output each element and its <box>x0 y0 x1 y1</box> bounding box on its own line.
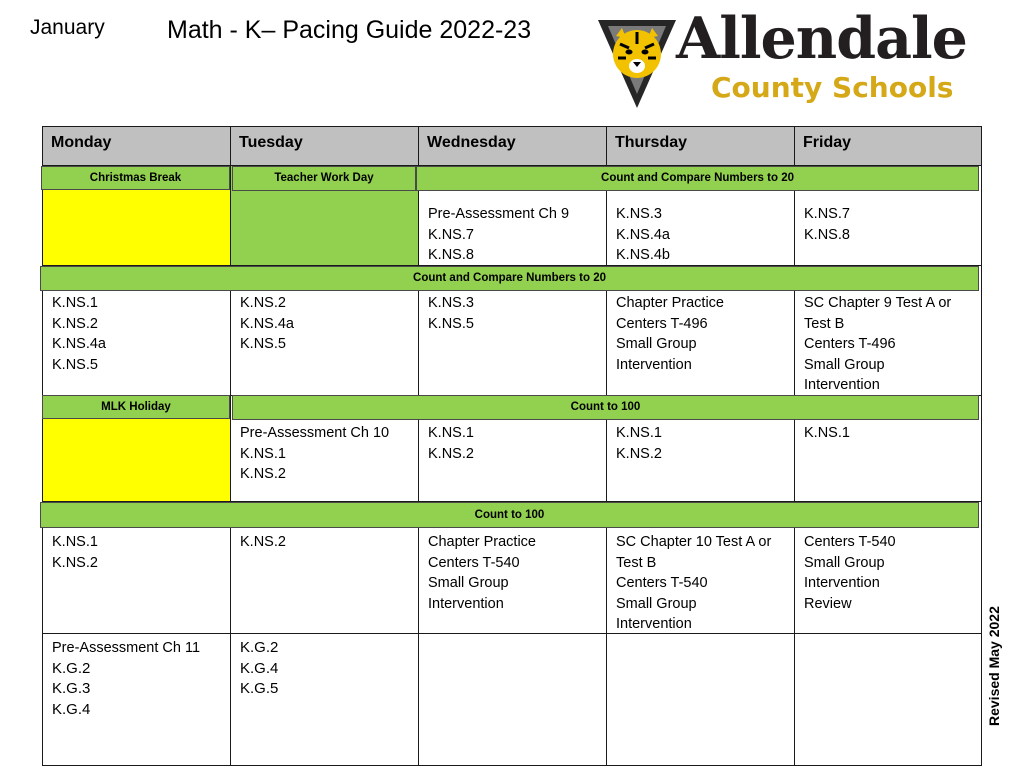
cell-line: K.NS.5 <box>52 356 98 373</box>
week5-monday-cell <box>42 633 231 766</box>
cell-line: Intervention <box>428 595 504 612</box>
cell-line: K.NS.1 <box>240 445 286 462</box>
cell-line: Chapter Practice <box>428 534 536 550</box>
cell-line: K.NS.1 <box>52 534 98 550</box>
revision-note: Revised May 2022 <box>986 606 1002 726</box>
cell-line: Test B <box>804 315 845 332</box>
header-friday: Friday <box>794 126 982 166</box>
week3-topic-bar: Count to 100 <box>232 395 979 420</box>
week4-topic-bar: Count to 100 <box>40 502 979 528</box>
cell-line: Test B <box>616 554 657 571</box>
cell-line: K.NS.8 <box>428 247 474 263</box>
cell-line: Centers T-540 <box>804 534 896 550</box>
cell-line: Review <box>804 595 852 612</box>
calendar-grid <box>42 126 982 766</box>
cell-line: K.NS.2 <box>240 534 286 550</box>
cell-line: K.NS.7 <box>804 206 850 222</box>
cell-line: K.NS.1 <box>804 425 850 441</box>
mlk-holiday-bar: MLK Holiday <box>42 395 230 419</box>
cell-line: K.NS.2 <box>428 445 474 462</box>
cell-line: K.NS.2 <box>240 295 286 311</box>
cell-line: K.NS.3 <box>616 206 662 222</box>
cell-line: Centers T-496 <box>804 336 896 352</box>
cell-line: K.NS.2 <box>616 445 662 462</box>
cell-line: K.NS.4a <box>52 336 106 352</box>
cell-line: K.G.4 <box>52 700 91 718</box>
cell-line: K.NS.5 <box>428 315 474 332</box>
cell-line: SC Chapter 10 Test A or <box>616 534 772 550</box>
week5-thursday-cell <box>606 633 795 766</box>
cell-line: K.G.5 <box>240 680 279 697</box>
school-logo <box>596 5 967 110</box>
week2-topic-bar: Count and Compare Numbers to 20 <box>40 266 979 291</box>
cell-line: K.G.3 <box>52 680 91 697</box>
cell-line: Intervention <box>616 616 692 632</box>
header-monday: Monday <box>42 126 231 166</box>
cell-line: Small Group <box>616 595 697 612</box>
cell-line: Intervention <box>804 575 880 591</box>
week1-topic-bar: Count and Compare Numbers to 20 <box>416 166 979 191</box>
header-wednesday: Wednesday <box>418 126 607 166</box>
tiger-mascot-icon <box>596 14 678 110</box>
cell-line: K.NS.7 <box>428 226 474 243</box>
cell-line: K.NS.3 <box>428 295 474 311</box>
week5-wednesday-cell <box>418 633 607 766</box>
logo-title: Allendale <box>676 5 967 72</box>
cell-line: K.NS.4a <box>616 226 670 243</box>
cell-line: K.G.4 <box>240 659 279 677</box>
cell-line: SC Chapter 9 Test A or <box>804 295 952 311</box>
cell-line: K.G.2 <box>240 639 279 656</box>
cell-line: Small Group <box>616 336 697 352</box>
cell-line: K.NS.8 <box>804 226 850 243</box>
cell-line: Centers T-540 <box>616 575 708 591</box>
cell-line: K.NS.2 <box>240 466 286 482</box>
header-thursday: Thursday <box>606 126 795 166</box>
cell-line: Pre-Assessment Ch 9 <box>428 206 570 222</box>
cell-line: K.NS.2 <box>52 554 98 571</box>
christmas-break-bar: Christmas Break <box>41 166 230 190</box>
cell-line: Intervention <box>804 377 880 393</box>
cell-line: K.NS.5 <box>240 336 286 352</box>
cell-line: Intervention <box>616 356 692 373</box>
cell-line: Pre-Assessment Ch 10 <box>240 425 390 441</box>
week5-tuesday-cell <box>230 633 419 766</box>
header-tuesday: Tuesday <box>230 126 419 166</box>
cell-line: K.NS.1 <box>52 295 98 311</box>
cell-line: Small Group <box>804 356 885 373</box>
cell-line: Small Group <box>804 554 885 571</box>
cell-line: K.NS.4a <box>240 315 294 332</box>
cell-line: K.NS.4b <box>616 247 670 263</box>
cell-line: K.NS.1 <box>428 425 474 441</box>
cell-line: K.NS.2 <box>52 315 98 332</box>
cell-line: Chapter Practice <box>616 295 724 311</box>
week5-friday-cell <box>794 633 982 766</box>
page-title: Math - K– Pacing Guide 2022-23 <box>167 16 532 44</box>
cell-line: K.G.2 <box>52 659 91 677</box>
teacher-work-day-bar: Teacher Work Day <box>232 166 416 191</box>
cell-line: Pre-Assessment Ch 11 <box>52 640 201 656</box>
cell-line: Small Group <box>428 575 509 591</box>
month-label: January <box>30 16 105 39</box>
logo-subtitle: County Schools <box>711 71 954 104</box>
cell-line: Centers T-496 <box>616 315 708 332</box>
cell-line: Centers T-540 <box>428 554 520 571</box>
cell-line: K.NS.1 <box>616 425 662 441</box>
